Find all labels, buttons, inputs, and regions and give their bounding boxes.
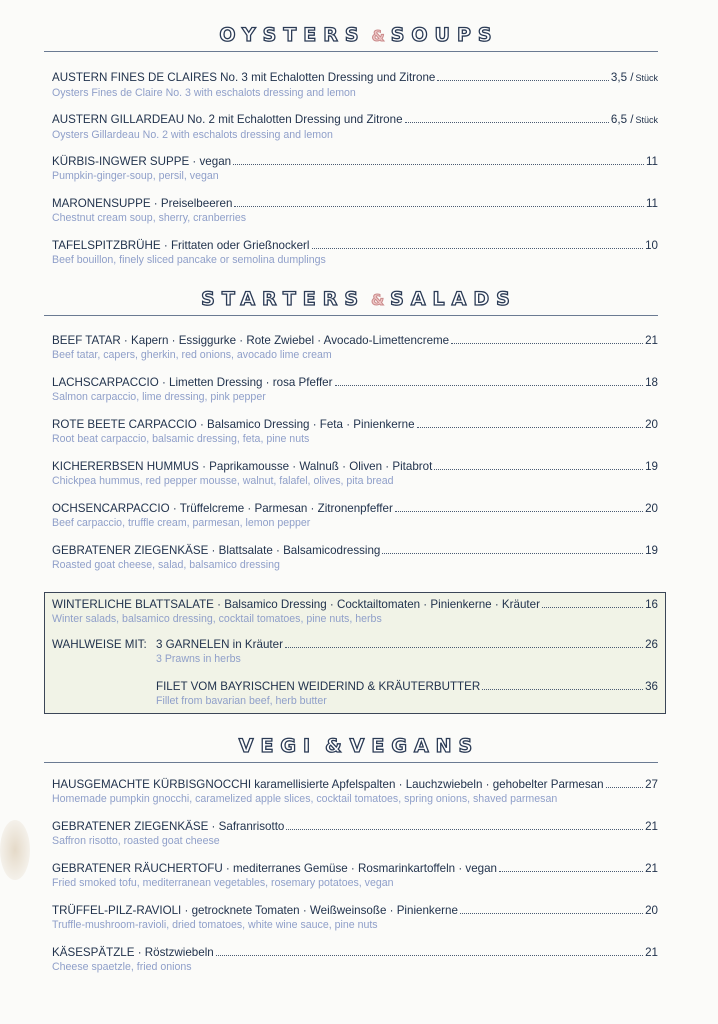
menu-item	[52, 417, 658, 446]
item-name: TRÜFFEL-PILZ-RAVIOLI · getrocknete Tomaten · Weißweinsoße · Pinienkerne	[52, 904, 458, 917]
item-description: Oysters Gillardeau No. 2 with eschalots dressing and lemon	[52, 129, 333, 141]
item-name: MARONENSUPPE · Preiselbeeren	[52, 197, 233, 210]
item-price: 21	[645, 334, 658, 347]
heading-right: SOUPS	[390, 24, 499, 46]
item-price: 11	[645, 197, 658, 210]
item-name: BEEF TATAR · Kapern · Essiggurke · Rote Zwiebel · Avocado-Limettencreme	[52, 334, 450, 347]
item-description: Roasted goat cheese, salad, balsamico dressing	[52, 559, 280, 571]
section-divider	[44, 51, 658, 52]
dot-leader	[234, 206, 644, 207]
section-heading-starters-salads	[0, 288, 718, 310]
section-divider	[44, 315, 658, 316]
menu-item-winter-salad	[52, 597, 658, 626]
item-description: Homemade pumpkin gnocchi, caramelized apple slices, cocktail tomatoes, spring onions, shaved parmesan	[52, 793, 558, 805]
item-price: 3,5 /	[610, 71, 634, 84]
item-description: Fried smoked tofu, mediterranean vegetables, rosemary potatoes, vegan	[52, 877, 394, 889]
menu-item	[52, 501, 658, 530]
item-description: Oysters Fines de Claire No. 3 with eschalots dressing and lemon	[52, 87, 356, 99]
item-name: GEBRATENER ZIEGENKÄSE · Safranrisotto	[52, 820, 285, 833]
item-price: 11	[645, 155, 658, 168]
dot-leader	[285, 647, 643, 648]
item-price: 19	[645, 460, 658, 473]
item-price: 6,5 /	[610, 113, 634, 126]
item-price: 19	[645, 544, 658, 557]
dot-leader	[233, 164, 644, 165]
heading-ampersand: &	[371, 27, 385, 45]
item-price: 18	[645, 376, 658, 389]
item-name: HAUSGEMACHTE KÜRBISGNOCCHI karamellisierte Apfelspalten · Lauchzwiebeln · gehobelter Parmesan	[52, 778, 604, 791]
item-description: Root beat carpaccio, balsamic dressing, feta, pine nuts	[52, 433, 310, 445]
item-price: 20	[645, 418, 658, 431]
item-name: TAFELSPITZBRÜHE · Frittaten oder Grießnockerl	[52, 239, 310, 252]
dot-leader	[395, 511, 643, 512]
dot-leader	[499, 871, 643, 872]
item-price: 21	[645, 862, 658, 875]
item-description: Beef bouillon, finely sliced pancake or semolina dumplings	[52, 254, 326, 266]
menu-option	[156, 637, 658, 666]
heading-ampersand: &	[371, 291, 385, 309]
menu-option	[156, 679, 658, 708]
heading-right: VEGANS	[349, 735, 480, 757]
item-name: KICHERERBSEN HUMMUS · Paprikamousse · Walnuß · Oliven · Pitabrot	[52, 460, 433, 473]
item-description: Beef carpaccio, truffle cream, parmesan, lemon pepper	[52, 517, 311, 529]
menu-item	[52, 543, 658, 572]
item-description: Chestnut cream soup, sherry, cranberries	[52, 212, 247, 224]
item-name: ROTE BEETE CARPACCIO · Balsamico Dressing · Feta · Pinienkerne	[52, 418, 415, 431]
heading-left: VEGI	[238, 735, 318, 757]
item-name: OCHSENCARPACCIO · Trüffelcreme · Parmesan · Zitronenpfeffer	[52, 502, 393, 515]
menu-item	[52, 903, 658, 932]
item-name: GEBRATENER ZIEGENKÄSE · Blattsalate · Balsamicodressing	[52, 544, 381, 557]
item-description: Saffron risotto, roasted goat cheese	[52, 835, 220, 847]
dot-leader	[434, 469, 643, 470]
item-description: Cheese spaetzle, fried onions	[52, 961, 192, 973]
menu-item	[52, 238, 658, 267]
menu-item	[52, 375, 658, 404]
dot-leader	[286, 829, 643, 830]
item-description: Pumpkin-ginger-soup, persil, vegan	[52, 170, 219, 182]
menu-item	[52, 945, 658, 974]
item-price: 21	[645, 820, 658, 833]
item-name: FILET VOM BAYRISCHEN WEIDERIND & KRÄUTERBUTTER	[156, 680, 481, 693]
item-price: 21	[645, 946, 658, 959]
dot-leader	[437, 80, 609, 81]
dot-leader	[382, 553, 643, 554]
item-description: Chickpea hummus, red pepper mousse, walnut, falafel, olives, pita bread	[52, 475, 394, 487]
item-name: 3 GARNELEN in Kräuter	[156, 638, 283, 651]
item-name: KÄSESPÄTZLE · Röstzwiebeln	[52, 946, 214, 959]
option-label: WAHLWEISE MIT:	[52, 638, 147, 651]
dot-leader	[542, 607, 643, 608]
item-unit: Stück	[635, 73, 658, 83]
menu-item	[52, 459, 658, 488]
dot-leader	[405, 122, 609, 123]
heading-right: SALADS	[390, 288, 517, 310]
item-price: 20	[645, 502, 658, 515]
dot-leader	[451, 343, 643, 344]
menu-item	[52, 154, 658, 183]
item-price: 27	[645, 778, 658, 791]
item-description: Winter salads, balsamico dressing, cocktail tomatoes, pine nuts, herbs	[52, 613, 382, 625]
dot-leader	[216, 955, 643, 956]
menu-item	[52, 861, 658, 890]
item-name: AUSTERN FINES DE CLAIRES No. 3 mit Echalotten Dressing und Zitrone	[52, 71, 436, 84]
item-unit: Stück	[635, 115, 658, 125]
heading-left: STARTERS	[201, 288, 366, 310]
heading-left: OYSTERS	[219, 24, 366, 46]
dot-leader	[606, 787, 644, 788]
dot-leader	[312, 248, 644, 249]
menu-item	[52, 819, 658, 848]
menu-item	[52, 70, 658, 100]
dot-leader	[335, 385, 644, 386]
menu-item	[52, 196, 658, 225]
menu-item	[52, 777, 658, 806]
item-description: Beef tatar, capers, gherkin, red onions, avocado lime cream	[52, 349, 332, 361]
item-description: Fillet from bavarian beef, herb butter	[156, 695, 327, 707]
item-price: 16	[645, 598, 658, 611]
item-name: KÜRBIS-INGWER SUPPE · vegan	[52, 155, 232, 168]
dot-leader	[460, 913, 643, 914]
section-divider	[44, 762, 658, 763]
item-price: 10	[645, 239, 658, 252]
paper-stain	[0, 820, 30, 880]
menu-item	[52, 112, 658, 142]
dot-leader	[482, 689, 643, 690]
heading-ampersand: &	[325, 735, 342, 757]
item-description: 3 Prawns in herbs	[156, 653, 241, 665]
item-price: 36	[645, 680, 658, 693]
item-price: 26	[645, 638, 658, 651]
item-description: Truffle-mushroom-ravioli, dried tomatoes, white wine sauce, pine nuts	[52, 919, 378, 931]
section-heading-oysters-soups	[0, 24, 718, 46]
item-name: LACHSCARPACCIO · Limetten Dressing · rosa Pfeffer	[52, 376, 333, 389]
item-description: Salmon carpaccio, lime dressing, pink pepper	[52, 391, 266, 403]
menu-item	[52, 333, 658, 362]
item-name: AUSTERN GILLARDEAU No. 2 mit Echalotten Dressing und Zitrone	[52, 113, 403, 126]
item-name: WINTERLICHE BLATTSALATE · Balsamico Dressing · Cocktailtomaten · Pinienkerne · Kräuter	[52, 598, 540, 611]
dot-leader	[417, 427, 644, 428]
item-name: GEBRATENER RÄUCHERTOFU · mediterranes Gemüse · Rosmarinkartoffeln · vegan	[52, 862, 497, 875]
section-heading-vegi-vegans	[0, 735, 718, 757]
item-price: 20	[645, 904, 658, 917]
